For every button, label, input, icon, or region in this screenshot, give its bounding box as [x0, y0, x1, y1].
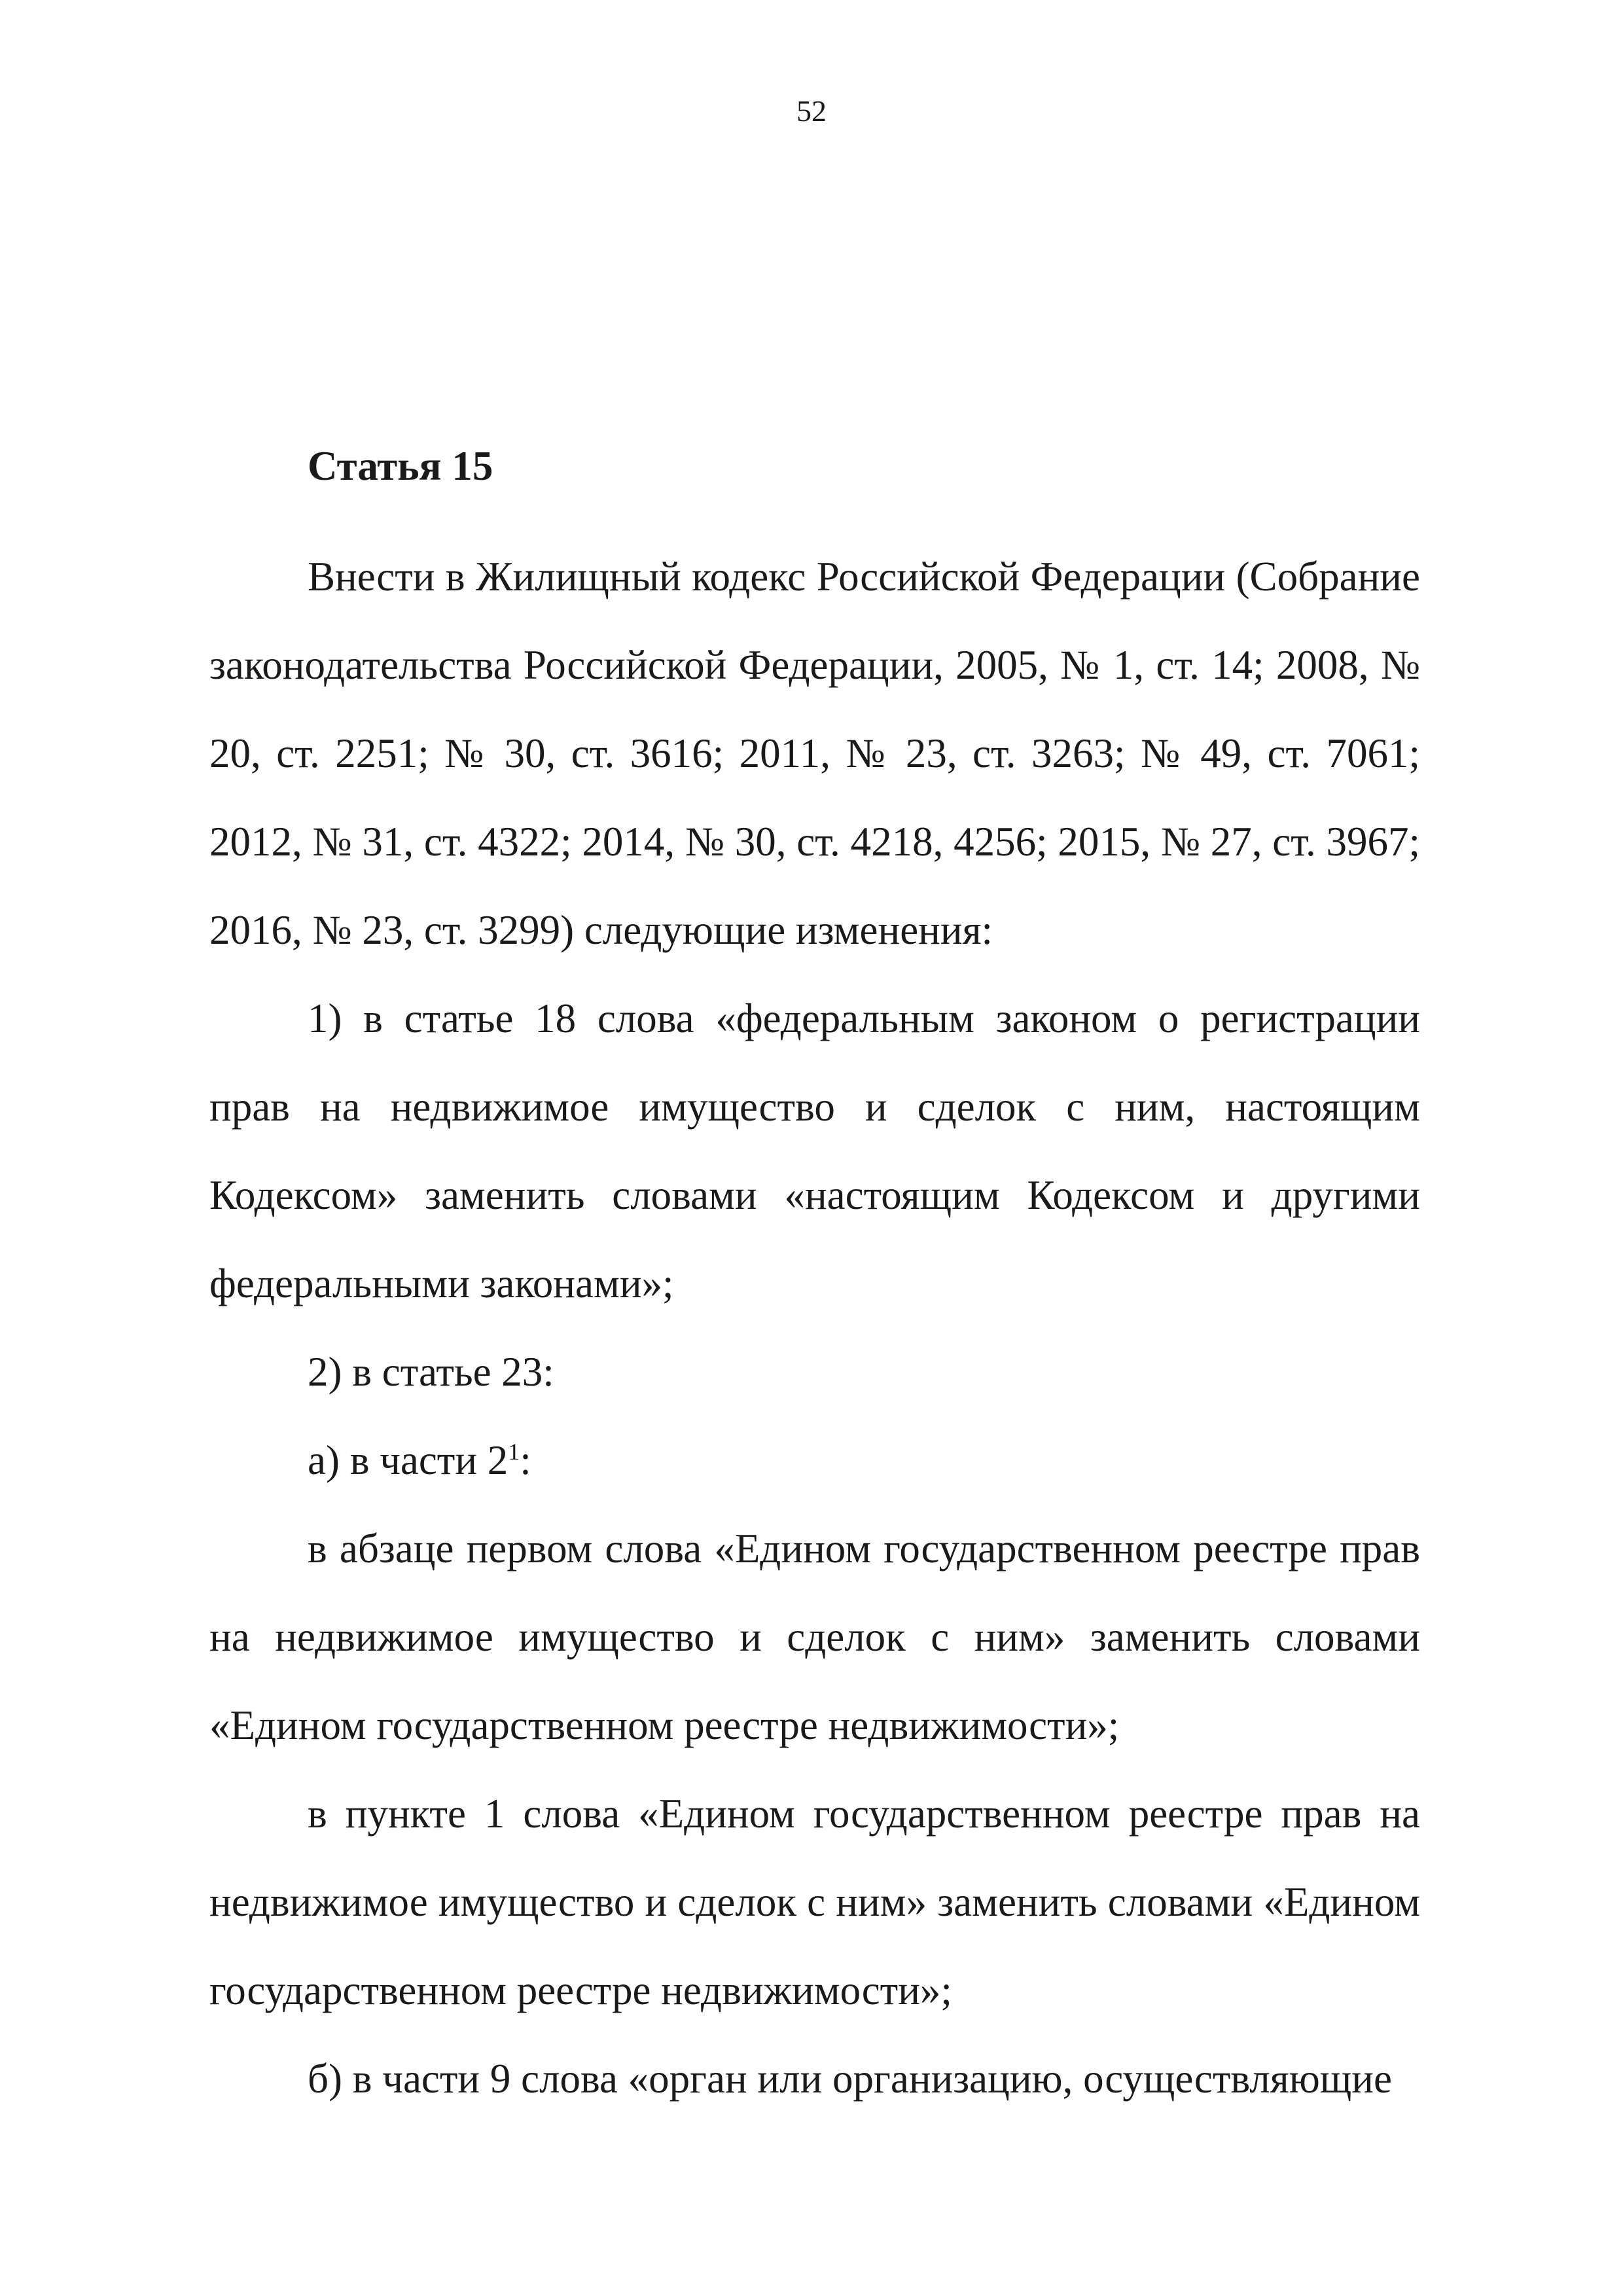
paragraph-item-2: 2) в статье 23: [308, 1349, 554, 1395]
item-a-suffix: : [520, 1437, 531, 1483]
paragraph-item-1: 1) в статье 18 слова «федеральным законом о регистрации прав на недвижимое имущество и сделок с ним, настоящим Кодексом» заменить словами «настоящим Кодексом и другими федеральными законами»; [209, 996, 1420, 1306]
page-number: 52 [796, 94, 827, 128]
paragraph-subitem-punkt-1: в пункте 1 слова «Едином государственном реестре прав на недвижимое имущество и сделок с ним» заменить словами «Едином государственном реестре недвижимости»; [209, 1791, 1420, 2013]
article-heading: Статья 15 [308, 443, 493, 489]
item-a-superscript: 1 [508, 1439, 520, 1465]
paragraph-item-a [209, 1416, 1420, 1505]
item-a-text: а) в части 2 [308, 1437, 508, 1483]
paragraph-intro: Внести в Жилищный кодекс Российской Федерации (Собрание законодательства Российской Федерации, 2005, № 1, ст. 14; 2008, № 20, ст. 2251; № 30, ст. 3616; 2011, № 23, ст. 3263; № 49, ст. 7061; 2012, № 31, ст. 4322; 2014, № 30, ст. 4218, 4256; 2015, № 27, ст. 3967; 2016, № 23, ст. 3299) следующие изменения: [209, 554, 1420, 953]
document-body [209, 440, 1420, 2123]
paragraph-item-b: б) в части 9 слова «орган или организацию, осуществляющие [308, 2056, 1392, 2102]
paragraph-subitem-first-abzac: в абзаце первом слова «Едином государственном реестре прав на недвижимое имущество и сделок с ним» заменить словами «Едином государственном реестре недвижимости»; [209, 1526, 1420, 1748]
